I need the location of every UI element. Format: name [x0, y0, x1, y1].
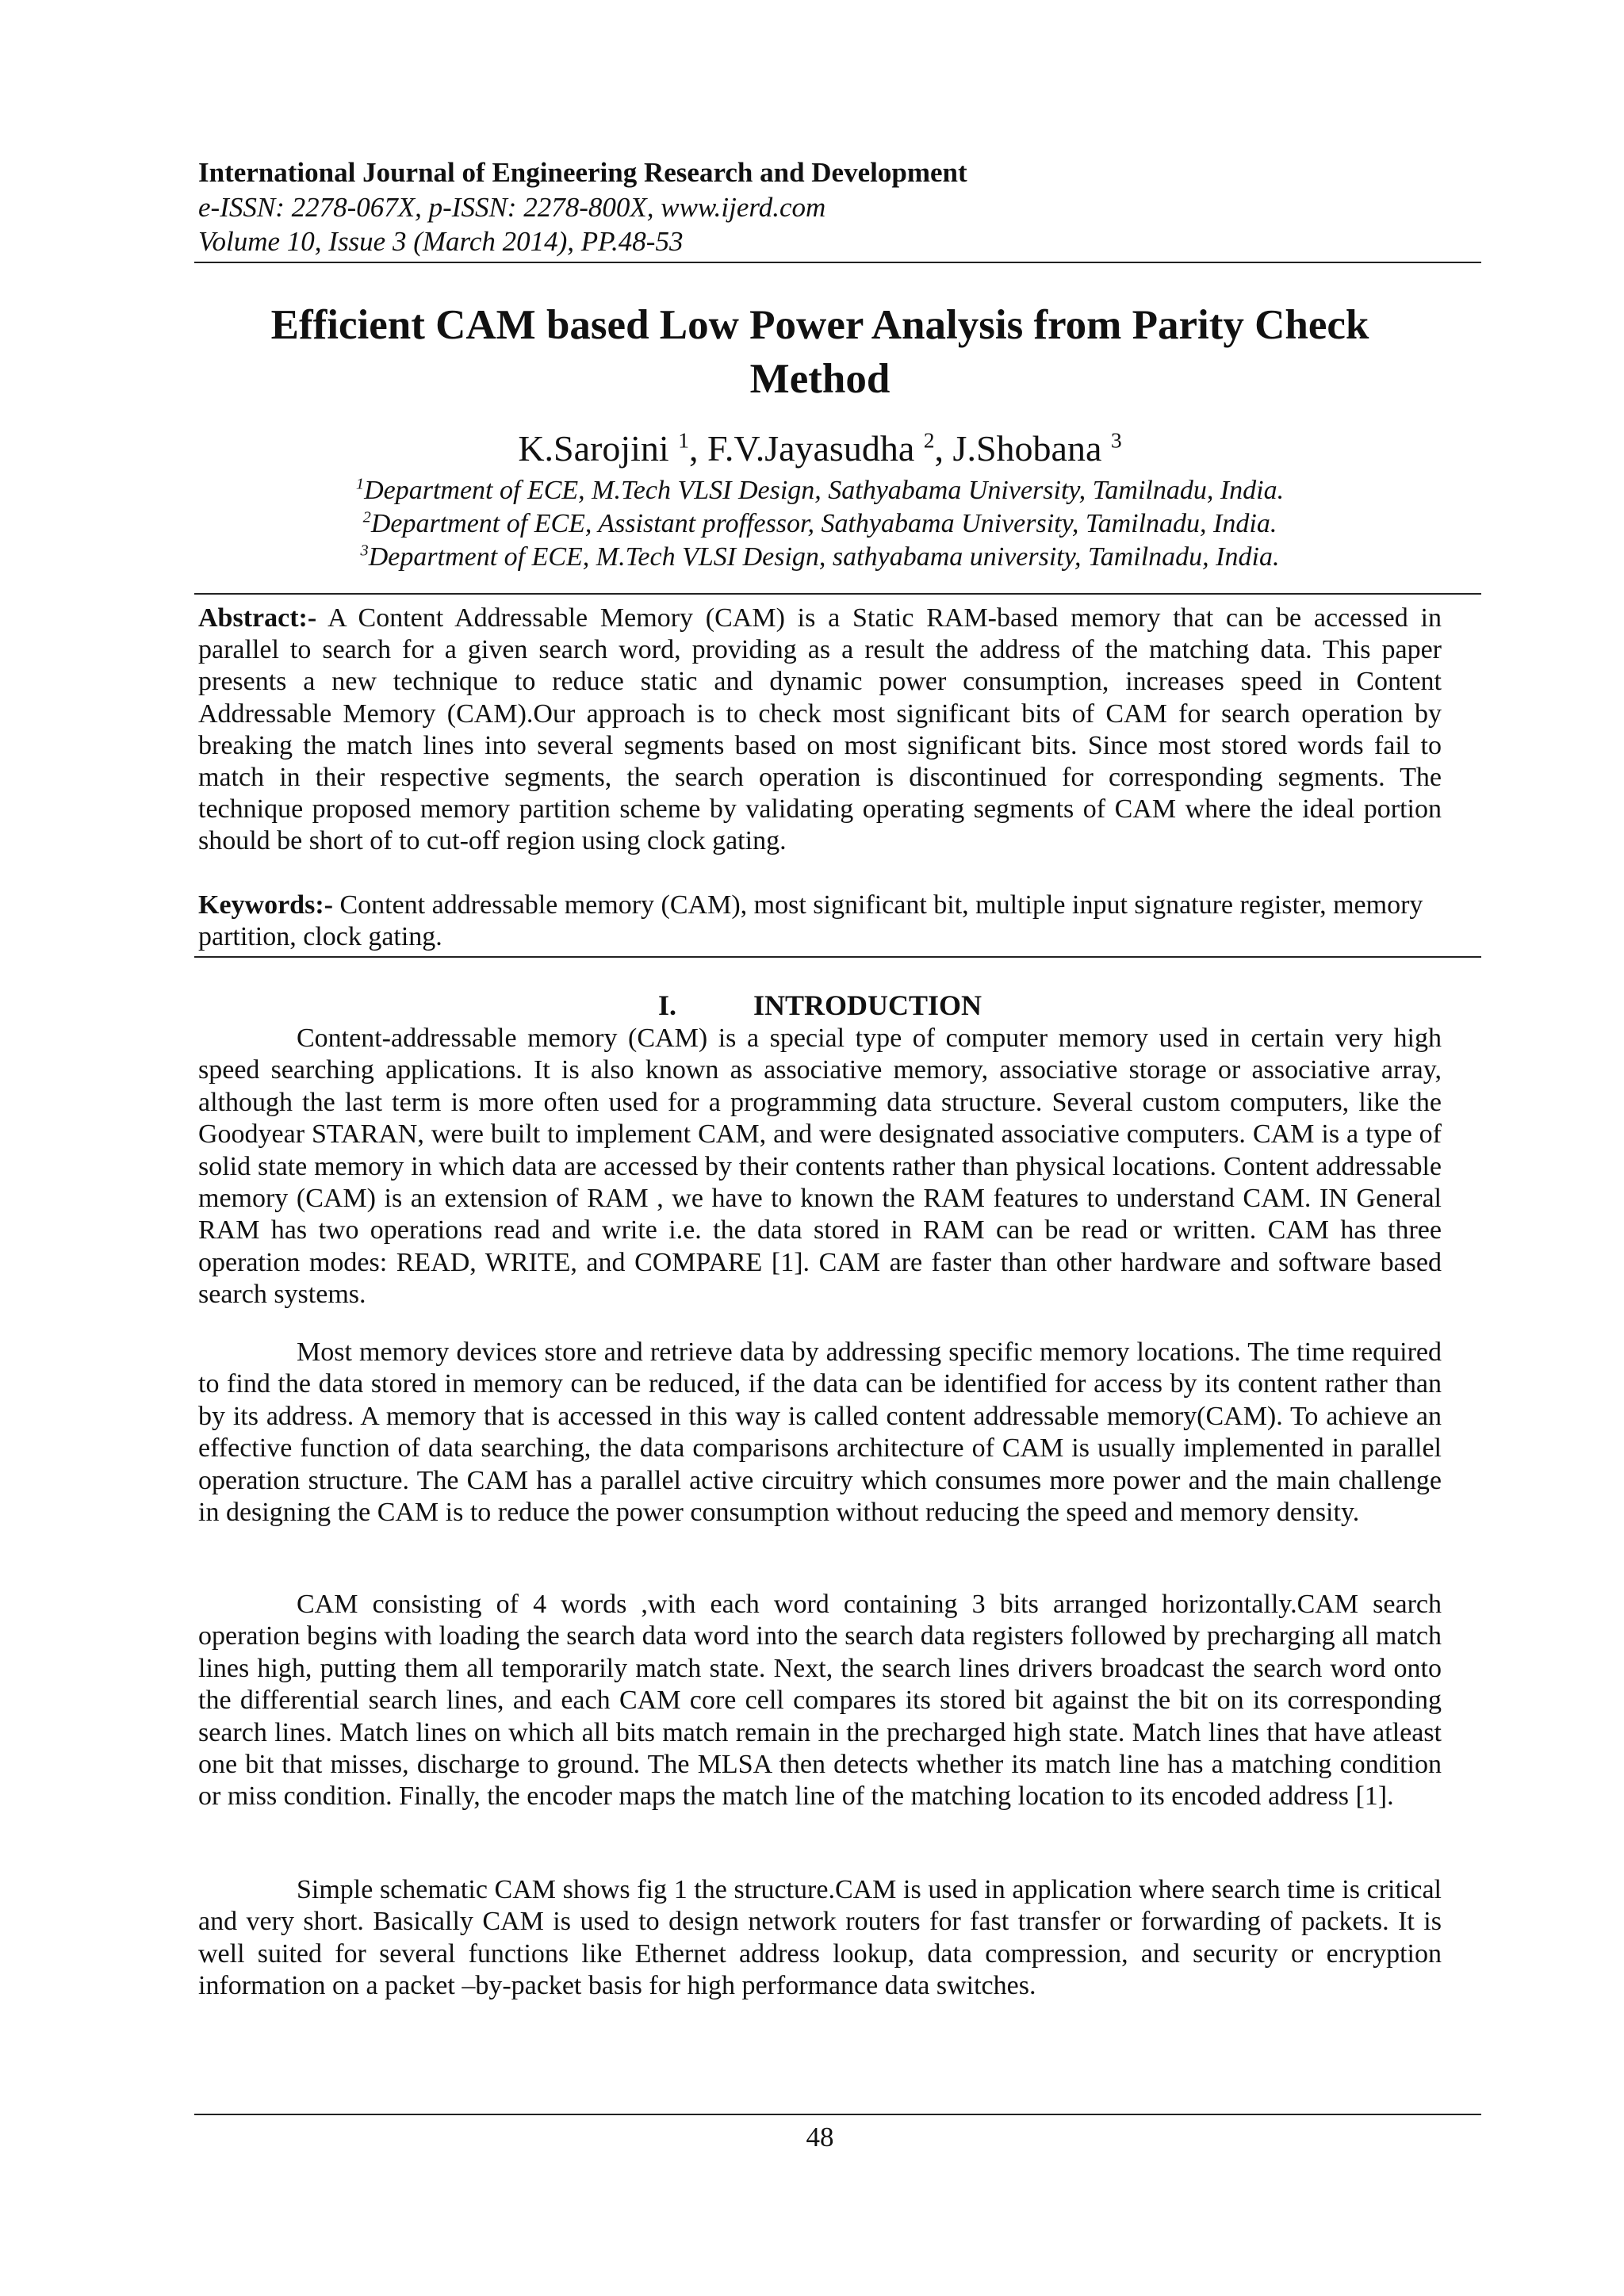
affiliation-sup: 2: [362, 508, 371, 526]
affiliation: [198, 541, 1442, 574]
section-heading: [198, 988, 1442, 1023]
paper-title: Efficient CAM based Low Power Analysis from Parity Check Method: [270, 302, 1369, 402]
abstract: [198, 603, 1442, 858]
affiliation: [198, 474, 1442, 507]
section-number: I.: [657, 989, 676, 1021]
intro-paragraph: CAM consisting of 4 words ,with each word containing 3 bits arranged horizontally.CAM search operation begins with loading the search data word into the search data registers followed by precharging all match lines high, putting them all temporarily match state. Next, the search lines drivers broadcast the search word onto the differential search lines, and each CAM core cell compares its stored bit against the bit on its corresponding search lines. Match lines on which all bits match remain in the precharged high state. Match lines that have atleast one bit that misses, discharge to ground. The MLSA then detects whether its match line has a matching condition or miss condition. Finally, the encoder maps the match line of the matching location to its encoded address [1].: [198, 1590, 1442, 1812]
affiliation-text: Department of ECE, M.Tech VLSI Design, Sathyabama University, Tamilnadu, India.: [364, 476, 1285, 505]
affiliation-text: Department of ECE, M.Tech VLSI Design, sathyabama university, Tamilnadu, India.: [368, 542, 1280, 572]
abstract-top-rule: [194, 593, 1481, 595]
intro-paragraph: Simple schematic CAM shows fig 1 the structure.CAM is used in application where search time is critical and very short. Basically CAM is used to design network routers for fast transfer or forwarding of packets. It is well suited for several functions like Ethernet address lookup, data compression, and security or encryption information on a packet –by-packet basis for high performance data switches.: [198, 1875, 1442, 2001]
author-sup: 3: [1110, 427, 1122, 453]
affiliation-sup: 3: [360, 541, 369, 560]
journal-name: International Journal of Engineering Research and Development: [198, 157, 967, 188]
footer-rule: [194, 2114, 1481, 2115]
header-rule: [194, 262, 1481, 263]
journal-volume: Volume 10, Issue 3 (March 2014), PP.48-53: [198, 226, 684, 257]
keywords-label: Keywords:-: [198, 890, 333, 920]
author-sup: 1: [678, 427, 689, 453]
journal-header: [198, 155, 1481, 258]
abstract-text: A Content Addressable Memory (CAM) is a Static RAM-based memory that can be accessed in parallel to search for a given search word, providing as a result the address of the matching data. This paper presents a new technique to reduce static and dynamic power consumption, increases speed in Content Addressable Memory (CAM).Our approach is to check most significant bits of CAM for search operation by breaking the match lines into several segments based on most significant bits. Since most stored words fail to match in their respective segments, the search operation is discontinued for corresponding segments. The technique proposed memory partition scheme by validating operating segments of CAM where the ideal portion should be short of to cut-off region using clock gating.: [198, 603, 1442, 856]
affiliation-list: [198, 474, 1442, 574]
keywords-bottom-rule: [194, 956, 1481, 958]
abstract-label: Abstract:-: [198, 603, 317, 633]
author-name: K.Sarojini: [518, 428, 669, 469]
section-title: INTRODUCTION: [753, 989, 982, 1021]
keywords-text: Content addressable memory (CAM), most significant bit, multiple input signature register, memory partition, clock gating.: [198, 890, 1423, 952]
author-sup: 2: [923, 427, 935, 453]
author-list: K.Sarojini $^1$, F.V.Jayasudha $^2$, J.Shobana $^3$: [518, 427, 1122, 469]
intro-paragraph: Most memory devices store and retrieve data by addressing specific memory locations. The time required to find the data stored in memory can be reduced, if the data can be identified for access by its content rather than by its address. A memory that is accessed in this way is called content addressable memory(CAM). To achieve an effective function of data searching, the data comparisons architecture of CAM is usually implemented in parallel operation structure. The CAM has a parallel active circuitry which consumes more power and the main challenge in designing the CAM is to reduce the power consumption without reducing the speed and memory density.: [198, 1337, 1442, 1528]
affiliation-text: Department of ECE, Assistant proffessor, Sathyabama University, Tamilnadu, India.: [370, 509, 1277, 538]
author-name: J.Shobana: [952, 428, 1102, 469]
intro-paragraph: Content-addressable memory (CAM) is a special type of computer memory used in certain very high speed searching applications. It is also known as associative memory, associative storage or associative array, although the last term is more often used for a programming data structure. Several custom computers, like the Goodyear STARAN, were built to implement CAM, and were designated associative computers. CAM is a type of solid state memory in which data are accessed by their contents rather than physical locations. Content addressable memory (CAM) is an extension of RAM , we have to known the RAM features to understand CAM. IN General RAM has two operations read and write i.e. the data stored in RAM can be read or written. CAM has three operation modes: READ, WRITE, and COMPARE [1]. CAM are faster than other hardware and software based search systems.: [198, 1024, 1442, 1310]
journal-issn: e-ISSN: 2278-067X, p-ISSN: 2278-800X, www.ijerd.com: [198, 192, 826, 223]
author-name: F.V.Jayasudha: [707, 428, 915, 469]
keywords: [198, 890, 1442, 953]
affiliation-sup: 1: [355, 475, 365, 493]
page-number: 48: [806, 2122, 834, 2152]
affiliation: [198, 507, 1442, 541]
